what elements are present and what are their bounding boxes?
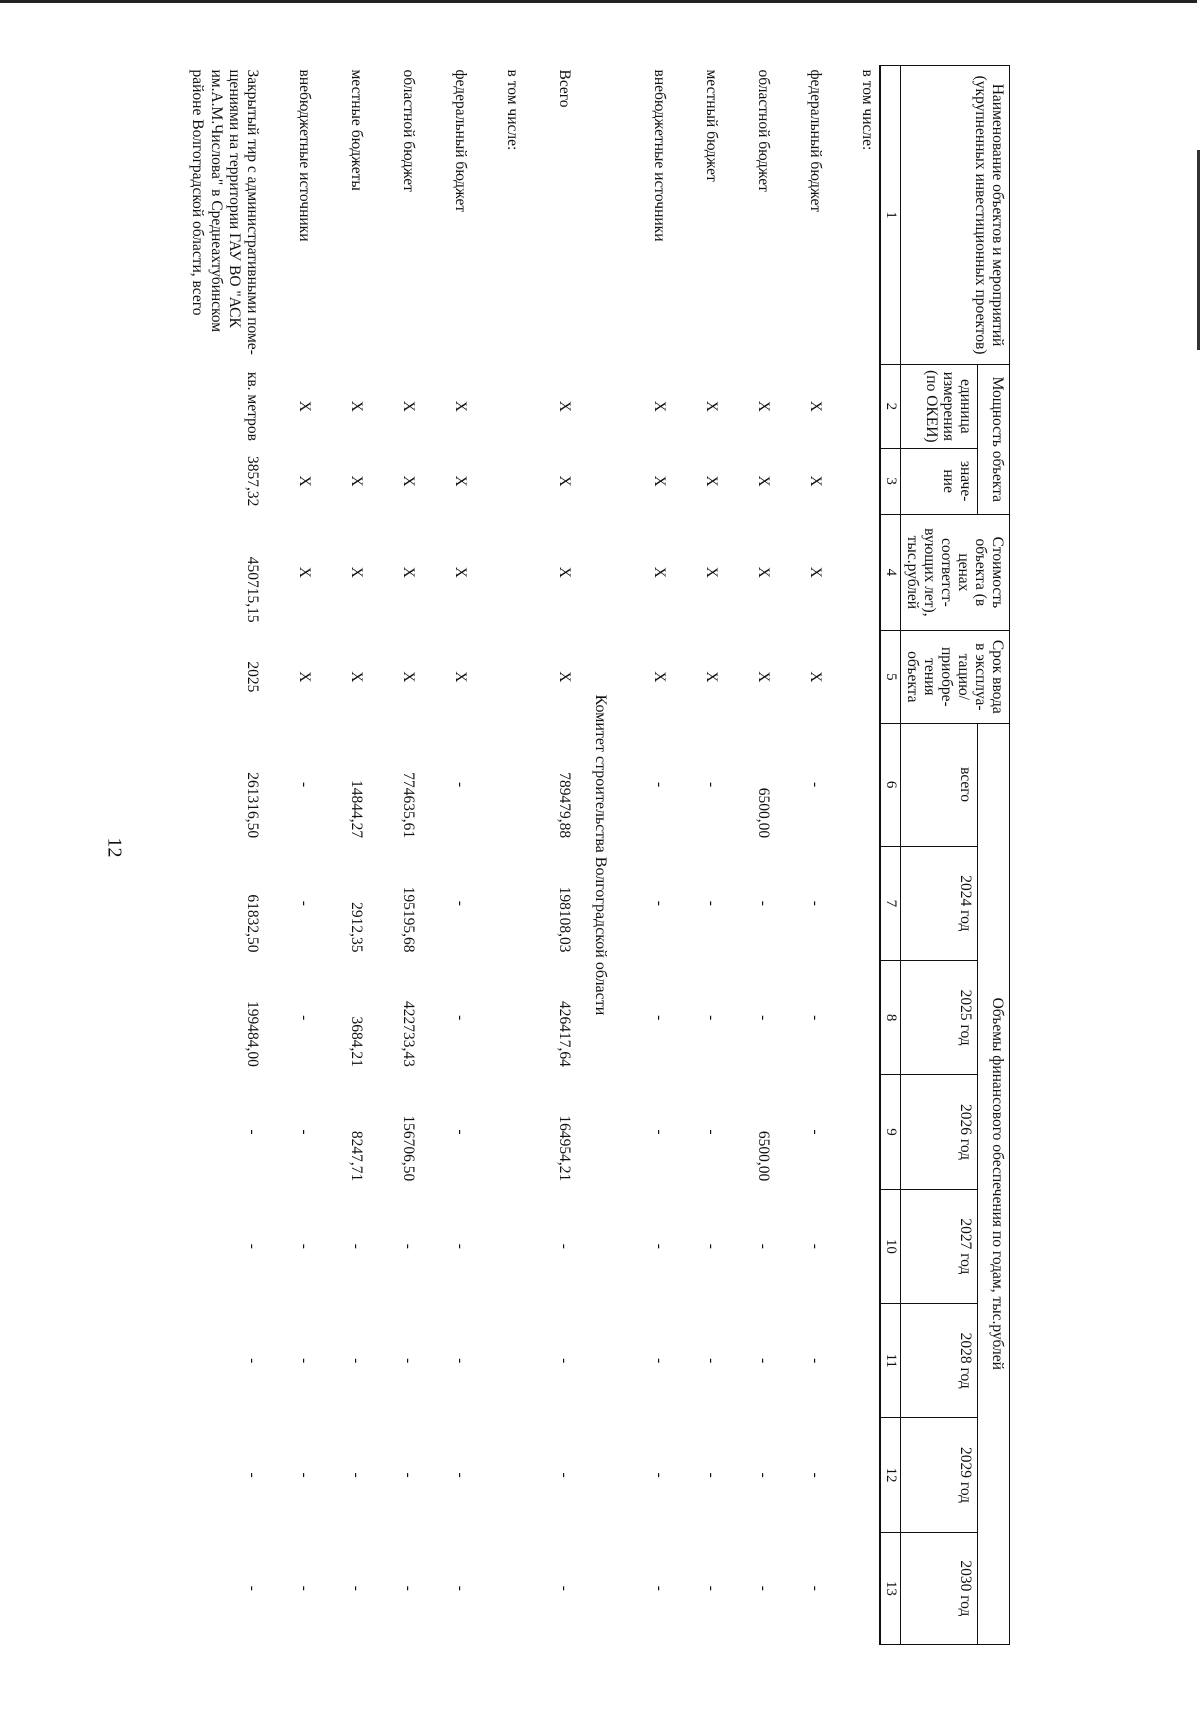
table-cell [472, 1075, 524, 1189]
table-cell [827, 1418, 880, 1532]
table-cell: - [755, 1358, 773, 1364]
table-cell: - [452, 1358, 470, 1364]
table-cell: - [755, 1585, 773, 1591]
table-cell: - [452, 1015, 470, 1021]
row-name: федеральный бюджет [807, 69, 825, 213]
table-cell [827, 1304, 880, 1418]
row-name: в том числе: [859, 69, 877, 151]
table-cell: X [296, 671, 314, 683]
row-name: внебюджетные источники [296, 69, 314, 242]
table-cell: - [807, 1129, 825, 1135]
table-cell: кв. метров [244, 371, 262, 441]
row-name: областной бюджет [400, 69, 418, 192]
table-cell: X [807, 400, 825, 412]
header-cost: Стоимость объекта (в ценах соответст-вующих лет), тыс.рублей [900, 514, 1009, 631]
header-term: Срок ввода в эксплуа-тацию/ приобре-тения объекта [900, 631, 1009, 723]
table-cell: - [651, 1243, 669, 1249]
table-cell: X [807, 475, 825, 487]
table-cell: X [400, 400, 418, 412]
header-capacity: Мощность объекта [978, 365, 1010, 515]
table-cell: - [651, 1015, 669, 1021]
table-cell: X [755, 475, 773, 487]
table-row [316, 66, 368, 1645]
table-cell [827, 631, 880, 723]
table-cell: X [452, 400, 470, 412]
table-cell: - [296, 1585, 314, 1591]
table-cell: X [400, 566, 418, 578]
row-name: областной бюджет [755, 69, 773, 192]
table-cell [827, 1075, 880, 1189]
row-name: внебюджетные источники [651, 69, 669, 242]
table-cell: - [348, 1358, 366, 1364]
table-cell: - [400, 1585, 418, 1591]
section-header [576, 66, 619, 1645]
table-cell: - [400, 1243, 418, 1249]
table-row [170, 66, 264, 1645]
table-cell: X [556, 566, 574, 578]
table-cell: - [296, 782, 314, 788]
column-number: 1 [880, 66, 900, 365]
table-cell: - [296, 900, 314, 906]
table-cell: - [807, 1243, 825, 1249]
table-row [671, 66, 723, 1645]
table-cell: - [703, 1015, 721, 1021]
table-cell: X [296, 566, 314, 578]
table-cell: 3857,32 [244, 455, 262, 507]
table-cell: X [400, 475, 418, 487]
table-cell: X [296, 400, 314, 412]
table-cell: - [296, 1243, 314, 1249]
table-cell: - [452, 1472, 470, 1478]
table-cell: - [703, 1585, 721, 1591]
table-cell: - [244, 1585, 262, 1591]
table-cell: - [755, 1015, 773, 1021]
table-cell: 199484,00 [244, 1000, 262, 1067]
table-cell: - [807, 1585, 825, 1591]
table-cell [827, 846, 880, 960]
table-cell: - [755, 900, 773, 906]
table-cell: - [703, 1129, 721, 1135]
column-number: 11 [880, 1304, 900, 1418]
table-cell [472, 631, 524, 723]
table-cell: 3684,21 [348, 1016, 366, 1067]
funding-table [170, 65, 1010, 1645]
table-cell: - [452, 1585, 470, 1591]
table-row [524, 66, 576, 1645]
table-cell: X [703, 475, 721, 487]
table-cell: 450715,15 [244, 556, 262, 623]
header-year: 2026 год [900, 1075, 977, 1189]
table-cell: 2025 [244, 661, 262, 693]
rows-after-section [170, 66, 576, 1645]
header-year: 2024 год [900, 846, 977, 960]
table-cell: - [703, 1472, 721, 1478]
table-row [420, 66, 472, 1645]
table-cell: X [556, 475, 574, 487]
header-capacity-unit: единица измерения (по ОКЕИ) [900, 365, 977, 449]
table-cell [827, 448, 880, 514]
column-number: 4 [880, 514, 900, 631]
table-cell: - [651, 782, 669, 788]
table-cell: - [244, 1243, 262, 1249]
table-cell: X [651, 566, 669, 578]
table-cell [472, 1532, 524, 1644]
table-cell: X [703, 400, 721, 412]
column-number: 13 [880, 1532, 900, 1644]
table-cell: 6500,00 [755, 787, 773, 839]
table-cell: X [452, 566, 470, 578]
table-cell: 261316,50 [244, 772, 262, 839]
table-row [264, 66, 316, 1645]
table-cell: X [807, 566, 825, 578]
table-cell: X [452, 671, 470, 683]
table-cell: - [755, 1243, 773, 1249]
rotated-table-sheet [190, 65, 1010, 1665]
column-number: 5 [880, 631, 900, 723]
page-number: 12 [103, 837, 126, 858]
row-name: местный бюджет [703, 69, 721, 182]
table-cell: 195195,68 [400, 886, 418, 953]
header-total: всего [900, 723, 977, 846]
table-cell: - [703, 1243, 721, 1249]
table-cell: - [452, 900, 470, 906]
table-cell: - [452, 1243, 470, 1249]
rows-before-section [619, 66, 880, 1645]
table-cell: X [296, 475, 314, 487]
table-cell: - [296, 1129, 314, 1135]
table-cell: - [807, 1472, 825, 1478]
header-funding: Объемы финансового обеспечения по годам, тыс.рублей [978, 723, 1010, 1644]
table-cell: - [703, 782, 721, 788]
table-cell: - [807, 900, 825, 906]
table-cell: 156706,50 [400, 1115, 418, 1182]
column-number: 8 [880, 961, 900, 1075]
table-cell: X [651, 671, 669, 683]
table-cell: X [348, 566, 366, 578]
header-year: 2028 год [900, 1304, 977, 1418]
table-cell [827, 365, 880, 449]
table-cell: 61832,50 [244, 894, 262, 953]
table-row [723, 66, 775, 1645]
table-cell: - [244, 1358, 262, 1364]
table-cell: X [807, 671, 825, 683]
row-name: Закрытый тир с административными поме-щениями на территории ГАУ ВО "АСК им.А.М.Числова" в Среднеахтубинском районе Волгоградской области, всего [189, 69, 262, 355]
column-number: 7 [880, 846, 900, 960]
header-year: 2030 год [900, 1532, 977, 1644]
table-cell: 14844,27 [348, 780, 366, 839]
table-cell: - [651, 1472, 669, 1478]
table-cell: X [556, 400, 574, 412]
column-number: 10 [880, 1189, 900, 1303]
table-cell: 198108,03 [556, 886, 574, 953]
table-cell: - [651, 900, 669, 906]
table-cell [472, 514, 524, 631]
table-row [827, 66, 880, 1645]
table-cell: - [556, 1472, 574, 1478]
table-cell: X [651, 475, 669, 487]
table-cell [827, 1532, 880, 1644]
table-cell: - [296, 1472, 314, 1478]
table-cell: - [296, 1358, 314, 1364]
table-cell: 422733,43 [400, 1000, 418, 1067]
scan-edge-top [0, 0, 1200, 3]
table-cell: - [651, 1358, 669, 1364]
table-row [472, 66, 524, 1645]
table-cell: - [400, 1358, 418, 1364]
table-cell [827, 723, 880, 846]
table-cell: - [807, 782, 825, 788]
table-cell: - [556, 1585, 574, 1591]
header-year: 2025 год [900, 961, 977, 1075]
column-number: 6 [880, 723, 900, 846]
table-cell: X [348, 671, 366, 683]
table-cell [472, 961, 524, 1075]
table-cell: - [556, 1358, 574, 1364]
table-cell: - [348, 1585, 366, 1591]
column-number: 9 [880, 1075, 900, 1189]
table-cell: 2912,35 [348, 902, 366, 953]
section-title: Комитет строительства Волгоградской области [592, 694, 610, 1016]
table-cell: X [703, 671, 721, 683]
table-cell: - [651, 1585, 669, 1591]
table-cell [827, 1189, 880, 1303]
table-cell: X [755, 566, 773, 578]
table-cell [472, 1418, 524, 1532]
table-cell: - [703, 900, 721, 906]
table-row [619, 66, 671, 1645]
table-cell: - [296, 1015, 314, 1021]
row-name: Всего [556, 69, 574, 108]
table-cell: - [348, 1243, 366, 1249]
table-cell: X [755, 400, 773, 412]
row-name: местные бюджеты [348, 69, 366, 191]
table-cell: X [348, 475, 366, 487]
table-cell: - [807, 1015, 825, 1021]
table-cell: X [755, 671, 773, 683]
table-cell: - [807, 1358, 825, 1364]
table-cell: X [556, 671, 574, 683]
table-row [368, 66, 420, 1645]
table-cell: 426417,64 [556, 1000, 574, 1067]
table-cell [827, 514, 880, 631]
header-capacity-value: значе-ние [900, 448, 977, 514]
table-cell: - [348, 1472, 366, 1478]
table-cell [472, 1304, 524, 1418]
table-cell: - [651, 1129, 669, 1135]
header-name: Наименование объектов и мероприятий (укрупненных инвестиционных проектов) [900, 66, 1009, 365]
table-cell: X [348, 400, 366, 412]
table-cell [472, 1189, 524, 1303]
table-cell: - [703, 1358, 721, 1364]
table-cell: X [651, 400, 669, 412]
header-year: 2027 год [900, 1189, 977, 1303]
table-cell: - [244, 1129, 262, 1135]
table-cell: 6500,00 [755, 1130, 773, 1182]
table-cell: - [452, 1129, 470, 1135]
table-cell: X [452, 475, 470, 487]
table-cell: - [400, 1472, 418, 1478]
table-cell: 8247,71 [348, 1130, 366, 1182]
table-cell [472, 846, 524, 960]
table-cell [472, 723, 524, 846]
table-cell: - [556, 1243, 574, 1249]
table-cell [827, 961, 880, 1075]
column-number: 2 [880, 365, 900, 449]
header-year: 2029 год [900, 1418, 977, 1532]
table-cell: 789479,88 [556, 772, 574, 839]
table-cell: - [244, 1472, 262, 1478]
table-row [775, 66, 827, 1645]
table-cell: 774635,61 [400, 772, 418, 839]
row-name: в том числе: [504, 69, 522, 151]
table-cell: - [755, 1472, 773, 1478]
table-cell: X [703, 566, 721, 578]
table-cell [472, 448, 524, 514]
column-number: 12 [880, 1418, 900, 1532]
row-name: федеральный бюджет [452, 69, 470, 213]
table-cell [472, 365, 524, 449]
table-cell: X [400, 671, 418, 683]
column-number: 3 [880, 448, 900, 514]
table-cell: - [452, 782, 470, 788]
table-cell: 164954,21 [556, 1115, 574, 1182]
